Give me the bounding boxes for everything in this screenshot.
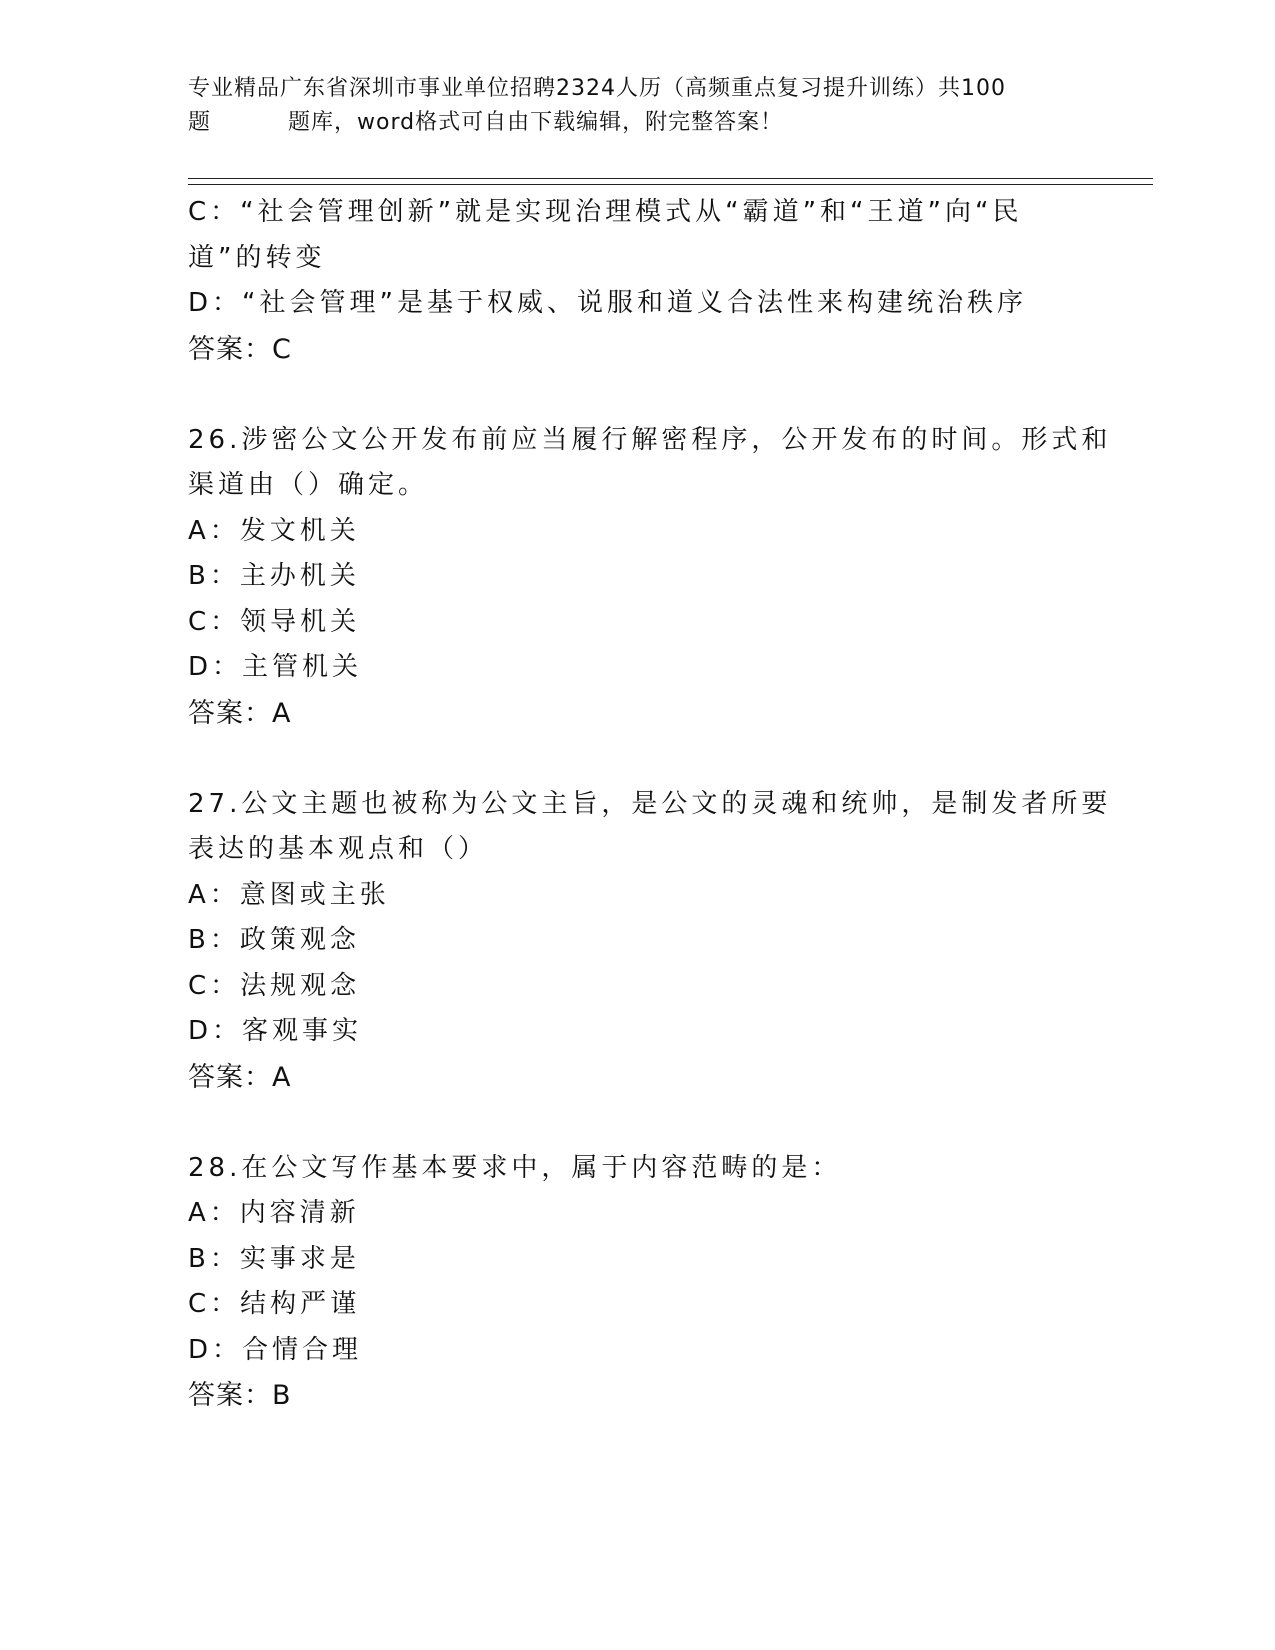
question-content xyxy=(188,190,1112,1419)
header-title-line2-lead: 题 xyxy=(188,110,212,135)
page-header xyxy=(188,72,1088,140)
answer-line: 答案：A xyxy=(188,697,292,729)
question-stem: 27.公文主题也被称为公文主旨，是公文的灵魂和统帅，是制发者所要 xyxy=(188,788,1112,819)
question-27 xyxy=(188,782,1112,1101)
question-26 xyxy=(188,418,1112,737)
option-d: D：主管机关 xyxy=(188,652,363,682)
header-divider-bottom xyxy=(188,184,1153,185)
option-d: D：客观事实 xyxy=(188,1016,363,1046)
answer-line: 答案：C xyxy=(188,333,292,365)
question-stem: 26.涉密公文公开发布前应当履行解密程序，公开发布的时间。形式和 xyxy=(188,424,1112,455)
question-stem-continued: 渠道由（）确定。 xyxy=(188,470,429,500)
option-d: D：合情合理 xyxy=(188,1334,363,1365)
option-c: C：“社会管理创新”就是实现治理模式从“霸道”和“王道”向“民 xyxy=(188,197,1023,227)
carry-over-question xyxy=(188,190,1088,372)
option-b: B：实事求是 xyxy=(188,1243,360,1274)
option-c: C：领导机关 xyxy=(188,606,361,637)
header-divider-top xyxy=(188,178,1153,179)
spacer xyxy=(188,1100,1088,1146)
spacer xyxy=(188,736,1088,782)
option-a: A：发文机关 xyxy=(188,515,360,546)
option-a: A：内容清新 xyxy=(188,1198,360,1228)
question-stem-continued: 表达的基本观点和（） xyxy=(188,834,489,864)
question-28 xyxy=(188,1146,1088,1419)
header-title-line2-rest: 题库，word格式可自由下载编辑，附完整答案！ xyxy=(288,110,784,135)
option-d: D：“社会管理”是基于权威、说服和道义合法性来构建统治秩序 xyxy=(188,288,1027,318)
option-c: C：法规观念 xyxy=(188,970,361,1001)
header-title-line1: 专业精品广东省深圳市事业单位招聘2324人历（高频重点复习提升训练）共100 xyxy=(188,76,1006,101)
header-title-line2 xyxy=(188,106,1088,140)
answer-line: 答案：B xyxy=(188,1380,292,1411)
spacer xyxy=(188,372,1088,418)
option-b: B：主办机关 xyxy=(188,561,360,591)
answer-line: 答案：A xyxy=(188,1061,292,1093)
option-c-continued: 道”的转变 xyxy=(188,242,326,273)
option-b: B：政策观念 xyxy=(188,925,360,955)
option-c: C：结构严谨 xyxy=(188,1289,361,1319)
question-stem: 28.在公文写作基本要求中，属于内容范畴的是： xyxy=(188,1152,842,1183)
option-a: A：意图或主张 xyxy=(188,879,390,910)
